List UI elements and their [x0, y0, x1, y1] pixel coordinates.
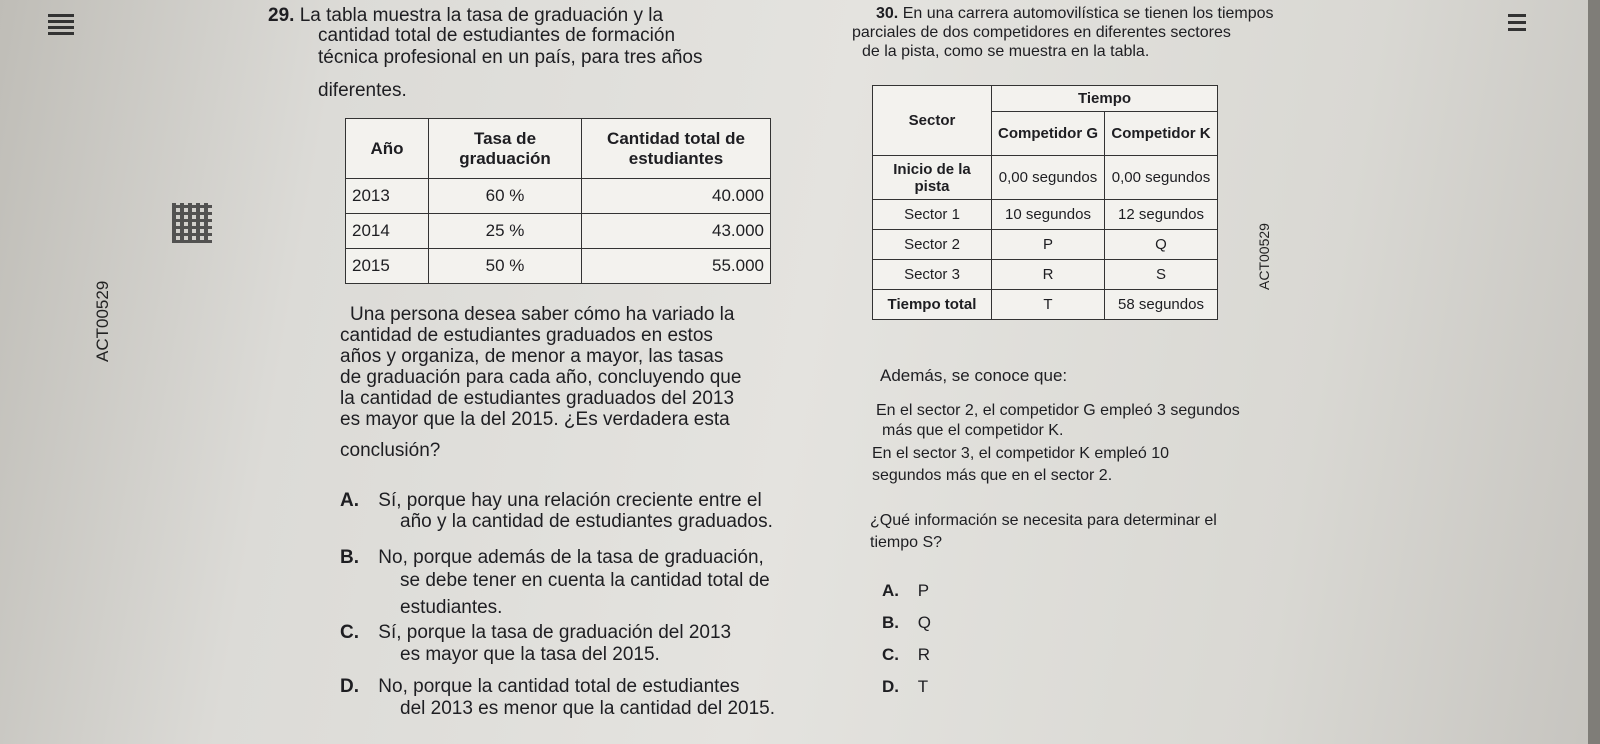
q30-intro-line: de la pista, como se muestra en la tabla.: [862, 43, 1150, 60]
q29-prompt-line: cantidad de estudiantes graduados en estos: [340, 325, 713, 346]
q29-prompt-line: es mayor que la del 2015. ¿Es verdadera esta: [340, 409, 730, 430]
table-row: 2013 60 % 40.000: [346, 179, 771, 214]
q29-prompt-line: conclusión?: [340, 440, 441, 461]
q29-intro-line: cantidad total de estudiantes de formación: [318, 25, 676, 46]
q29-prompt-line: años y organiza, de menor a mayor, las tasas: [340, 346, 724, 367]
q30-option-a[interactable]: A. P: [882, 581, 930, 600]
table-header: Cantidad total de estudiantes: [582, 119, 771, 179]
table-header: Competidor K: [1105, 112, 1218, 156]
side-code-right: ACT00529: [1256, 223, 1272, 290]
q29-intro: 29. La tabla muestra la tasa de graduación y la: [268, 5, 664, 26]
table-header: Tasa de graduación: [429, 119, 582, 179]
table-header: Tiempo: [992, 86, 1218, 112]
q30-fact-line: En el sector 3, el competidor K empleó 10: [872, 445, 1170, 462]
q29-intro-line: técnica profesional en un país, para tres años: [318, 47, 703, 68]
graduation-table: [345, 118, 771, 284]
q30-option-c[interactable]: C. R: [882, 645, 931, 664]
q29-prompt-line: de graduación para cada año, concluyendo que: [340, 367, 742, 388]
table-header: Competidor G: [992, 112, 1105, 156]
q30-intro: 30. En una carrera automovilística se tienen los tiempos: [876, 5, 1274, 22]
table-row: Sector 3 R S: [873, 260, 1218, 290]
q30-fact-line: segundos más que en el sector 2.: [872, 467, 1113, 484]
q30-intro-line: parciales de dos competidores en diferentes sectores: [852, 24, 1231, 41]
table-row: Inicio de la pista 0,00 segundos 0,00 segundos: [873, 156, 1218, 200]
q30-fact-line: En el sector 2, el competidor G empleó 3 segundos: [876, 402, 1240, 419]
q29-intro-line: diferentes.: [318, 80, 407, 101]
q30-additional: Además, se conoce que:: [880, 366, 1068, 385]
q30-number: 30.: [876, 5, 899, 22]
q30-question-line: ¿Qué información se necesita para determinar el: [870, 512, 1217, 529]
table-header: Año: [346, 119, 429, 179]
qr-code-icon: [172, 203, 212, 243]
q29-prompt-line: la cantidad de estudiantes graduados del 2013: [340, 388, 735, 409]
page-edge: [1588, 0, 1600, 744]
margin-stripe: [48, 14, 74, 17]
q30-option-b[interactable]: B. Q: [882, 613, 931, 632]
table-row: 2015 50 % 55.000: [346, 249, 771, 284]
q30-option-d[interactable]: D. T: [882, 677, 929, 696]
q30-fact-line: más que el competidor K.: [882, 422, 1064, 439]
q29-prompt-line: Una persona desea saber cómo ha variado la: [350, 304, 735, 325]
margin-stripe: [1508, 21, 1526, 24]
exam-page: ACT00529 ACT00529 29. La tabla muestra la tasa de graduación y la cantidad total de estudiantes de formación técnica profesional en un país, para tres años diferentes. Año Tasa de graduación Cantidad total de estudiantes 2013 60 % 40.000 2014 25 % 43.000 2015 50 % 55.000 Una persona desea saber cómo ha variado la cantidad de estudiantes graduados en estos años y organiza, de menor a mayor, las tasas de graduación para cada año, concluyendo que la cantidad de estudiantes graduados del 2013 es mayor que la del 2015. ¿Es verdadera esta conclusión? A. Sí, porque hay una relación creciente entre el año y la cantidad de estudiantes graduados. B. No, porque además de la tasa de graduación, se debe tener en cuenta la cantidad total de estudiantes. C. Sí, porque la tasa de graduación del 2013 es mayor que la tasa del 2015. D. No, porque la cantidad total de estudiantes del 2013 es menor que la cantidad del 2015. 30. En una carrera automovilística se tienen los tiempos parciales de dos competidores en diferentes sectores de la pista, como se muestra en la tabla. Sector Tiempo Competidor G Competidor K Inicio de la pista 0,00 segundos 0,00 segundos Sector 1 10 segundos 12 segundos Sector 2 P Q Sector 3 R S Tiempo total T 58 segundos Además, se conoce que: En el sector 2, el competidor G empleó 3 segundos más que el competidor K. En el sector 3, el competidor K empleó 10 segundos más que en el sector 2. ¿Qué información se necesita para determinar el tiempo S? A. P B. Q C. R D. T: [0, 0, 1600, 744]
race-times-table: [872, 85, 1218, 320]
margin-stripe: [1508, 28, 1526, 31]
table-row: 2014 25 % 43.000: [346, 214, 771, 249]
margin-stripe: [48, 26, 74, 29]
margin-stripe: [48, 32, 74, 35]
table-row: Sector 2 P Q: [873, 230, 1218, 260]
side-code-left: ACT00529: [93, 280, 112, 362]
table-row: Tiempo total T 58 segundos: [873, 290, 1218, 320]
margin-stripe: [48, 20, 74, 23]
q30-question-line: tiempo S?: [870, 534, 943, 551]
table-header: Sector: [873, 86, 992, 156]
q29-number: 29.: [268, 5, 295, 26]
margin-stripe: [1508, 14, 1526, 17]
table-row: Sector 1 10 segundos 12 segundos: [873, 200, 1218, 230]
